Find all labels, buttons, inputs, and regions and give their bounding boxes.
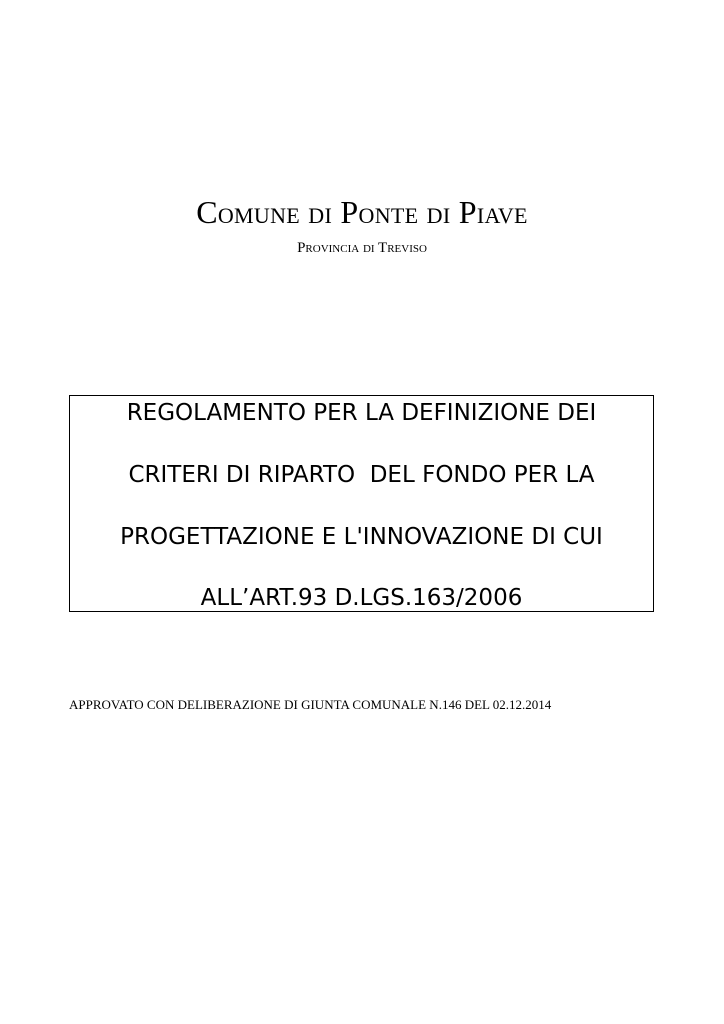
approval-note: APPROVATO CON DELIBERAZIONE DI GIUNTA COMUNALE N.146 DEL 02.12.2014 — [69, 697, 552, 712]
regulation-title-box — [69, 395, 654, 612]
municipality-title: Comune di Ponte di Piave — [196, 194, 528, 230]
regulation-title-line-3: PROGETTAZIONE E L'INNOVAZIONE DI CUI — [120, 524, 603, 550]
province-subtitle: Provincia di Treviso — [297, 240, 427, 256]
regulation-title-line-2: CRITERI DI RIPARTO DEL FONDO PER LA — [128, 462, 595, 488]
regulation-title-line-1: REGOLAMENTO PER LA DEFINIZIONE DEI — [126, 400, 597, 426]
regulation-title-line-4: ALL’ART.93 D.LGS.163/2006 — [200, 585, 523, 611]
